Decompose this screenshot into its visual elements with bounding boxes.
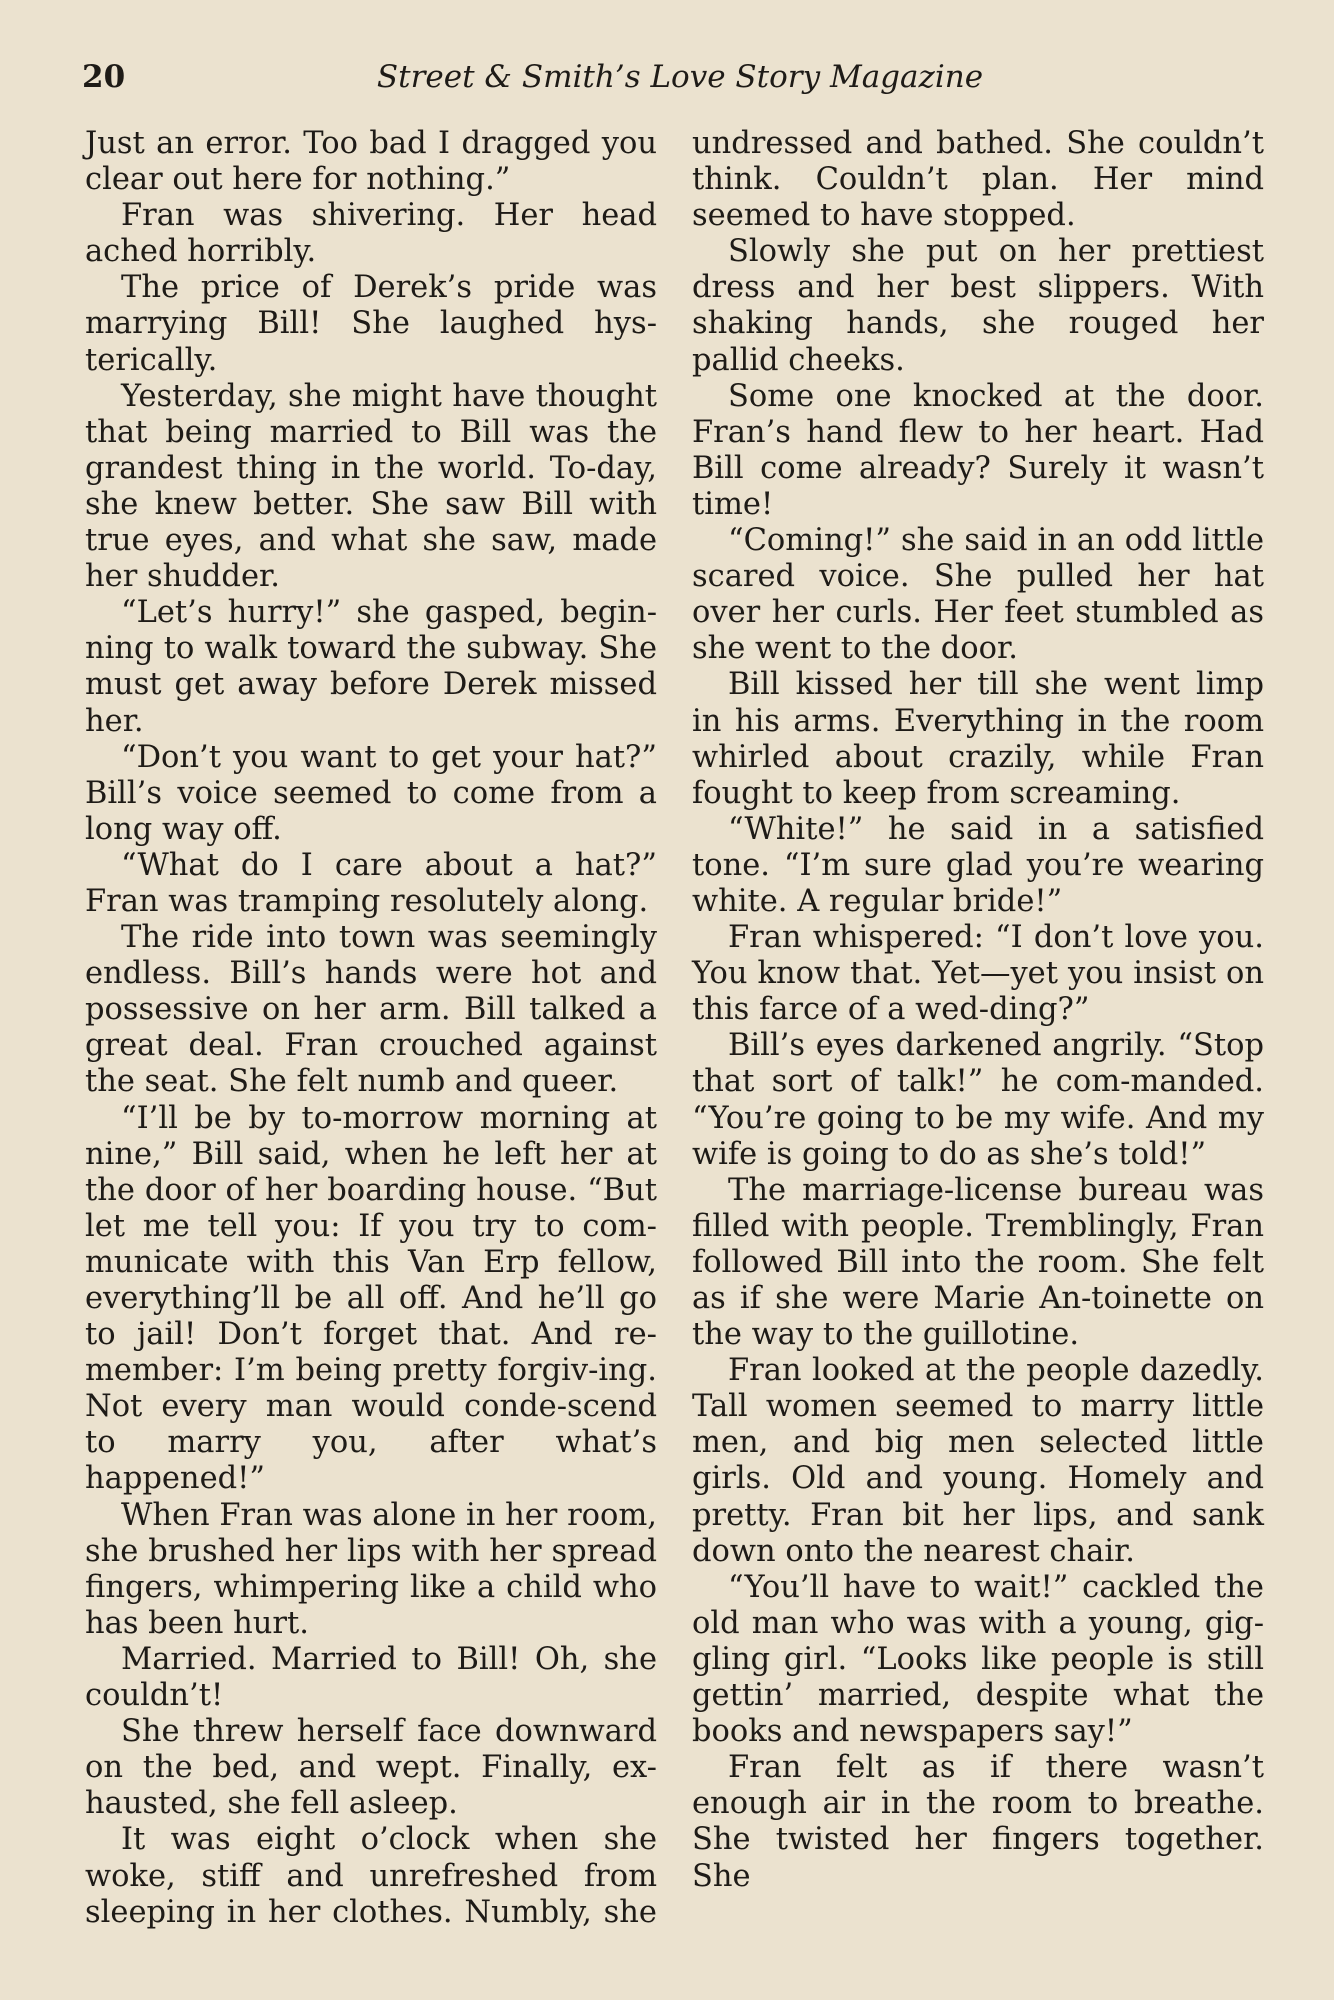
right-text-column — [692, 126, 1264, 1895]
left-text-column — [85, 126, 657, 1931]
paragraph: Just an error. Too bad I dragged you clear out here for nothing.” — [85, 126, 657, 198]
paragraph: Fran felt as if there wasn’t enough air in the room to breathe. She twisted her fingers together. She — [692, 1750, 1264, 1894]
paragraph: Yesterday, she might have thought that being married to Bill was the grandest thing in the world. To-day, she knew better. She saw Bill with true eyes, and what she saw, made her shudder. — [85, 378, 657, 595]
paragraph: She threw herself face downward on the bed, and wept. Finally, ex-hausted, she fell asleep. — [85, 1714, 657, 1822]
paragraph: Married. Married to Bill! Oh, she couldn’t! — [85, 1641, 657, 1714]
paragraph: “Coming!” she said in an odd little scared voice. She pulled her hat over her curls. Her feet stumbled as she went to the door. — [692, 523, 1264, 667]
paragraph: Bill kissed her till she went limp in his arms. Everything in the room whirled about crazily, while Fran fought to keep from screaming. — [692, 667, 1264, 811]
paragraph: “Let’s hurry!” she gasped, begin-ning to walk toward the subway. She must get away before Derek missed her. — [85, 595, 657, 739]
running-title: Street & Smith’s Love Story Magazine — [376, 59, 984, 95]
paragraph: undressed and bathed. She couldn’t think. Couldn’t plan. Her mind seemed to have stopped. — [692, 126, 1264, 234]
page-number: 20 — [82, 59, 126, 95]
paragraph: “Don’t you want to get your hat?” Bill’s voice seemed to come from a long way off. — [85, 739, 657, 847]
paragraph: It was eight o’clock when she woke, stiff and unrefreshed from sleeping in her clothes. Numbly, she — [85, 1822, 657, 1930]
paragraph: Bill’s eyes darkened angrily. “Stop that sort of talk!” he com-manded. “You’re going to be my wife. And my wife is going to do as she’s told!” — [692, 1028, 1264, 1172]
paragraph: Fran whispered: “I don’t love you. You know that. Yet—yet you insist on this farce of a wed-ding?” — [692, 920, 1264, 1028]
paragraph: “I’ll be by to-morrow morning at nine,” Bill said, when he left her at the door of her boarding house. “But let me tell you: If you try to com-municate with this Van Erp fellow, everything’ll be all off. And he’ll go to jail! Don’t forget that. And re-member: I’m being pretty forgiv-ing. Not every man would conde-scend to marry you, after what’s happened!” — [85, 1100, 657, 1497]
paragraph: The ride into town was seemingly endless. Bill’s hands were hot and possessive on her arm. Bill talked a great deal. Fran crouched against the seat. She felt numb and queer. — [85, 920, 657, 1100]
paragraph: Some one knocked at the door. Fran’s hand flew to her heart. Had Bill come already? Surely it wasn’t time! — [692, 378, 1264, 522]
paragraph: Slowly she put on her prettiest dress and her best slippers. With shaking hands, she rouged her pallid cheeks. — [692, 234, 1264, 378]
paragraph: When Fran was alone in her room, she brushed her lips with her spread fingers, whimpering like a child who has been hurt. — [85, 1497, 657, 1641]
paragraph: “What do I care about a hat?” Fran was tramping resolutely along. — [85, 847, 657, 919]
paragraph: Fran looked at the people dazedly. Tall women seemed to marry little men, and big men selected little girls. Old and young. Homely and pretty. Fran bit her lips, and sank down onto the nearest chair. — [692, 1353, 1264, 1569]
paragraph: “White!” he said in a satisfied tone. “I’m sure glad you’re wearing white. A regular bride!” — [692, 811, 1264, 919]
paragraph: The marriage-license bureau was filled with people. Tremblingly, Fran followed Bill into the room. She felt as if she were Marie An-toinette on the way to the guillotine. — [692, 1172, 1264, 1353]
paragraph: Fran was shivering. Her head ached horribly. — [85, 198, 657, 270]
paragraph: The price of Derek’s pride was marrying Bill! She laughed hys-terically. — [85, 270, 657, 378]
paragraph: “You’ll have to wait!” cackled the old man who was with a young, gig-gling girl. “Looks like people is still gettin’ married, despite what the books and newspapers say!” — [692, 1569, 1264, 1750]
